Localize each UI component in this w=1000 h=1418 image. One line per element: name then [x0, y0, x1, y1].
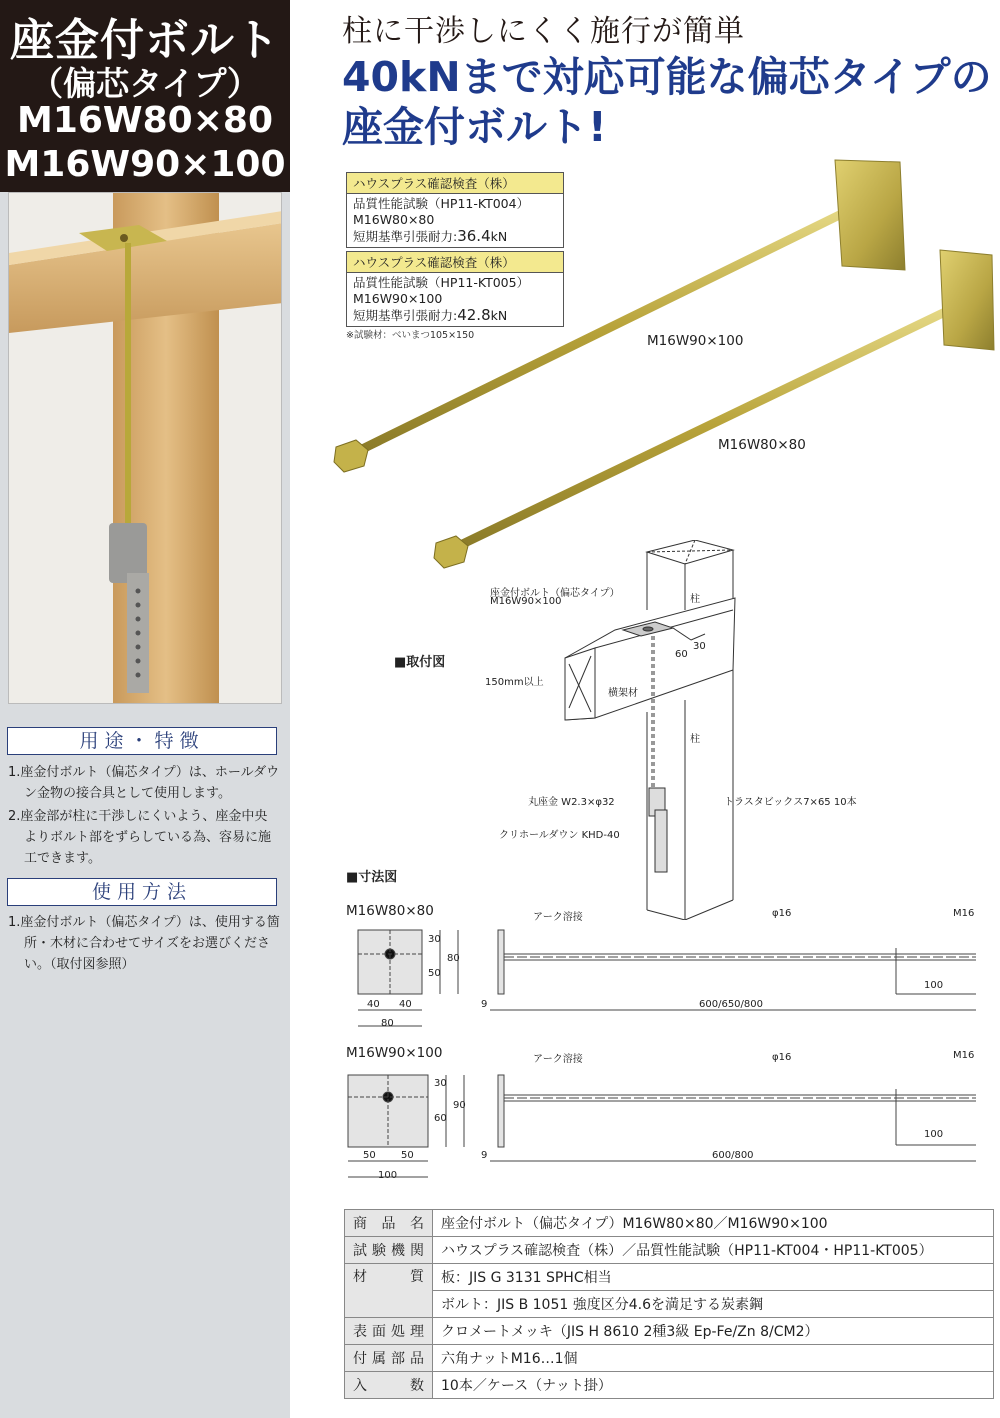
title-line-1: 座金付ボルト — [10, 15, 280, 66]
test-box-header: ハウスプラス確認検査（株） — [347, 252, 563, 273]
spec-table — [344, 1209, 994, 1399]
dim-b-thread-length: 100 — [924, 1129, 944, 1140]
dim-a-v-bot: 50 — [428, 968, 441, 979]
usage-item-1: 1.座金付ボルト（偏芯タイプ）は、ホールダウン金物の接合具として使用します。 — [8, 765, 280, 801]
headline-line-1: 柱に干渉しにくく施行が簡単 — [342, 14, 745, 49]
spec-key: 付属部品 — [345, 1345, 433, 1372]
label-lower-bolt: M16W80×80 — [718, 437, 806, 453]
dim-b-name: M16W90×100 — [346, 1045, 443, 1061]
upper-bolt-plate — [835, 160, 905, 270]
dim-b-h-right: 50 — [401, 1150, 414, 1161]
test-model: M16W90×100 — [353, 291, 443, 306]
dim-b-h-total: 100 — [378, 1170, 398, 1181]
headline-line-2: 40kNまで対応可能な偏芯タイプの — [342, 53, 992, 101]
title-line-4: M16W90×100 — [4, 144, 286, 185]
install-min-length: 150mm以上 — [485, 677, 544, 688]
spec-row — [345, 1237, 994, 1264]
lower-bolt-plate — [940, 250, 994, 350]
dim-b-v-top: 30 — [434, 1078, 447, 1089]
install-title: ■取付図 — [394, 655, 446, 670]
install-dim-30: 30 — [693, 641, 706, 652]
spec-value: ハウスプラス確認検査（株）／品質性能試験（HP11-KT004・HP11-KT005） — [433, 1237, 994, 1264]
usage-item-2: 2.座金部が柱に干渉しにくいよう、座金中央よりボルト部をずらしている為、容易に施工できます。 — [8, 809, 272, 866]
spec-row — [345, 1372, 994, 1399]
usage-heading: 用途・特徴 — [7, 727, 277, 755]
test-strength: 短期基準引張耐力:42.8kN — [353, 306, 508, 324]
dim-b-h-left: 50 — [363, 1150, 376, 1161]
spec-key: 表面処理 — [345, 1318, 433, 1345]
upper-bolt-rod — [350, 200, 870, 455]
dim-a-length: 600/650/800 — [699, 999, 763, 1010]
usage-text — [8, 762, 280, 871]
install-screws-label: トラスタビックス7×65 10本 — [724, 797, 857, 808]
dim-a-h-total: 80 — [381, 1018, 394, 1029]
dim-a-thread-length: 100 — [924, 980, 944, 991]
dim-b-v-bot: 60 — [434, 1113, 447, 1124]
install-bolt-label-2: M16W90×100 — [490, 596, 562, 607]
spec-row — [345, 1345, 994, 1372]
dim-b-thread: M16 — [953, 1050, 975, 1061]
photo-illustration — [9, 193, 282, 704]
spec-key: 入数 — [345, 1372, 433, 1399]
spec-value: 座金付ボルト（偏芯タイプ）M16W80×80／M16W90×100 — [433, 1210, 994, 1237]
sidebar — [0, 0, 290, 1418]
dim-a-v-top: 30 — [428, 934, 441, 945]
spec-row — [345, 1210, 994, 1237]
dim-a-plate: 9 — [481, 999, 488, 1010]
spec-key: 商品名 — [345, 1210, 433, 1237]
test-note: ※試験材：べいまつ105×150 — [346, 330, 475, 341]
install-washer-label: 丸座金 W2.3×φ32 — [528, 797, 615, 808]
dim-a-name: M16W80×80 — [346, 903, 434, 919]
headline-line-3: 座金付ボルト! — [342, 103, 607, 151]
method-heading: 使用方法 — [7, 878, 277, 906]
dim-a-h-left: 40 — [367, 999, 380, 1010]
label-upper-bolt: M16W90×100 — [647, 333, 744, 349]
dim-a-dia: φ16 — [772, 908, 792, 919]
spec-key: 材質 — [345, 1264, 433, 1318]
spec-key: 試験機関 — [345, 1237, 433, 1264]
spec-value: 板：JIS G 3131 SPHC相当 — [433, 1264, 994, 1291]
dims-title: ■寸法図 — [346, 870, 398, 885]
dim-a-h-right: 40 — [399, 999, 412, 1010]
test-name: 品質性能試験（HP11-KT004） — [353, 196, 530, 211]
install-bolt-label-1: 座金付ボルト（偏芯タイプ） — [490, 588, 620, 599]
title-line-3: M16W80×80 — [17, 100, 273, 141]
spec-value: クロメートメッキ（JIS H 8610 2種3級 Ep-Fe/Zn 8/CM2） — [433, 1318, 994, 1345]
install-dim-60: 60 — [675, 649, 688, 660]
spec-value: 六角ナットM16…1個 — [433, 1345, 994, 1372]
test-name: 品質性能試験（HP11-KT005） — [353, 275, 530, 290]
test-model: M16W80×80 — [353, 212, 435, 227]
spec-row — [345, 1318, 994, 1345]
install-pillar-label-2: 柱 — [690, 734, 700, 745]
spec-row — [345, 1291, 994, 1318]
installation-photo — [8, 192, 282, 704]
title-box — [0, 0, 290, 192]
dim-a-weld: アーク溶接 — [533, 912, 583, 923]
test-strength: 短期基準引張耐力:36.4kN — [353, 227, 508, 245]
install-holddown-label: クリホールダウン KHD-40 — [499, 830, 620, 841]
dim-a-thread: M16 — [953, 908, 975, 919]
install-beam-label: 横架材 — [608, 688, 638, 699]
dim-b-weld: アーク溶接 — [533, 1054, 583, 1065]
dim-b-v-total: 90 — [453, 1100, 466, 1111]
spec-value: ボルト：JIS B 1051 強度区分4.6を満足する炭素鋼 — [433, 1291, 994, 1318]
method-item-1: 1.座金付ボルト（偏芯タイプ）は、使用する箇所・木材に合わせてサイズをお選びください。（取付図参照） — [8, 915, 280, 972]
dim-b-dia: φ16 — [772, 1052, 792, 1063]
bolt-illustration — [330, 150, 1000, 590]
spec-value: 10本／ケース（ナット掛） — [433, 1372, 994, 1399]
spec-row — [345, 1264, 994, 1291]
dim-a-v-total: 80 — [447, 953, 460, 964]
install-pillar-label: 柱 — [690, 594, 700, 605]
dim-b-plate: 9 — [481, 1150, 488, 1161]
dim-b-length: 600/800 — [712, 1150, 754, 1161]
test-box-header: ハウスプラス確認検査（株） — [347, 173, 563, 194]
title-line-2: （偏芯タイプ） — [30, 64, 260, 103]
method-text — [8, 912, 280, 977]
